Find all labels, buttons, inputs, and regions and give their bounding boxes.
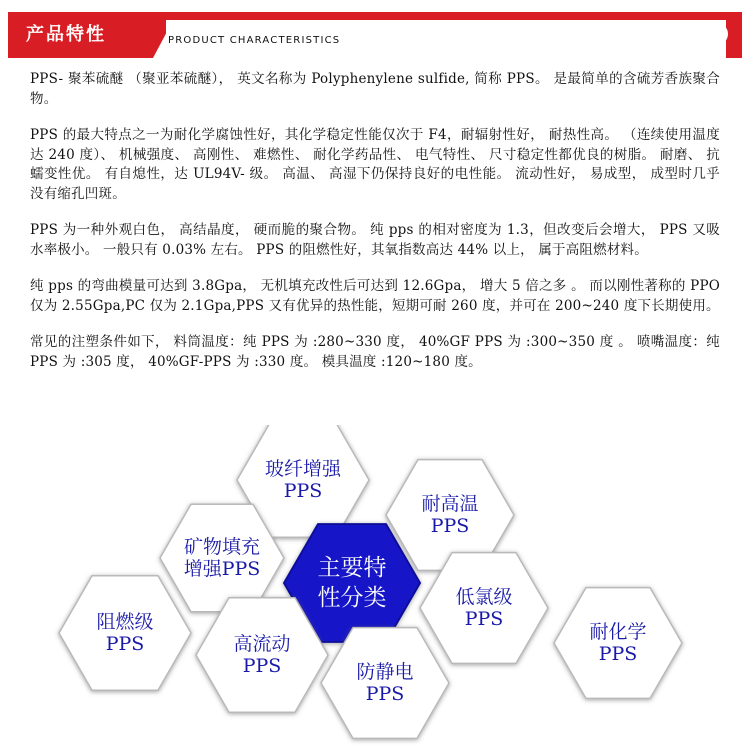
hexagon-label-line2: PPS	[598, 643, 638, 665]
header-subtitle: PRODUCT CHARACTERISTICS	[168, 35, 341, 46]
hexagon-diagram	[0, 425, 750, 750]
hexagon-label-line2: 增强PPS	[183, 558, 261, 580]
hexagon-label-line1: 矿物填充	[183, 536, 260, 558]
paragraph-appearance: PPS 为一种外观白色， 高结晶度， 硬而脆的聚合物。 纯 pps 的相对密度为 1.3，但改变后会增大， PPS 又吸水率极小。 一般只有 0.03% 左右。 PPS 的阻燃性好，其氧指数高达 44% 以上， 属于高阻燃材料。	[30, 222, 720, 258]
hexagon-label-line1: 低氯级	[455, 586, 513, 608]
hexagon-label-line1: 主要特	[317, 555, 387, 581]
paragraph-features: PPS 的最大特点之一为耐化学腐蚀性好，其化学稳定性能仅次于 F4，耐辐射性好， 耐热性高。 （连续使用温度达 240 度）、 机械强度、 高刚性、 难燃性、 耐化学药品性、 电气特性、 尺寸稳定性都优良的树脂。 耐磨、 抗蠕变性优。 有自熄性，达 UL94V- 级。 高温、 高湿下仍保持良好的电性能。 流动性好， 易成型， 成型时几乎没有缩孔凹斑。	[30, 127, 720, 202]
paragraph-modulus: 纯 pps 的弯曲模量可达到 3.8Gpa， 无机填充改性后可达到 12.6Gpa， 增大 5 倍之多 。 而以刚性著称的 PPO 仅为 2.55Gpa,PC 仅为 2.1Gpa,PPS 又有优异的热性能，短期可耐 260 度，并可在 200~240 度下长期使用。	[30, 278, 720, 314]
hexagon-label-lowcl	[455, 586, 512, 630]
hexagon-label-line1: 高流动	[233, 633, 291, 655]
paragraph-intro: PPS- 聚苯硫醚 （聚亚苯硫醚）， 英文名称为 Polyphenylene sulfide, 简称 PPS。 是最简单的含硫芳香族聚合物。	[30, 71, 720, 107]
header-banner	[0, 0, 750, 72]
hexagon-label-line2: PPS	[242, 655, 282, 677]
chevron-circle-icon[interactable]	[706, 23, 728, 45]
hexagon-label-line1: 玻纤增强	[264, 458, 342, 480]
hexagon-label-line2: 性分类	[317, 585, 387, 611]
hexagon-label-line1: 耐化学	[589, 621, 647, 643]
hexagon-label-line1: 耐高温	[421, 493, 479, 515]
hexagon-label-flame	[96, 611, 153, 655]
hexagon-label-antistatic	[356, 661, 413, 705]
hexagon-label-center	[318, 553, 387, 613]
description-text	[30, 70, 720, 389]
hexagon-label-line2: PPS	[365, 683, 405, 705]
hexagon-label-line1: 防静电	[356, 661, 414, 683]
hexagon-label-flow	[233, 633, 290, 677]
hexagon-label-line2: PPS	[283, 480, 323, 502]
hexagon-label-line2: PPS	[430, 515, 470, 537]
hexagon-label-glass	[265, 458, 341, 502]
paragraph-molding: 常见的注塑条件如下， 料筒温度：纯 PPS 为 :280~330 度， 40%GF PPS 为 :300~350 度 。 喷嘴温度：纯 PPS 为 :305 度， 40%GF-PPS 为 :330 度。 模具温度 :120~180 度。	[30, 334, 720, 370]
hexagon-label-line2: PPS	[105, 633, 145, 655]
hexagon-label-chem	[589, 621, 646, 665]
header-title: 产品特性	[26, 24, 106, 45]
header-bar	[8, 12, 742, 58]
hexagon-label-line1: 阻燃级	[96, 611, 154, 633]
hexagon-label-line2: PPS	[464, 608, 504, 630]
hexagon-label-mineral	[184, 536, 261, 580]
hexagon-label-heat	[421, 493, 478, 537]
